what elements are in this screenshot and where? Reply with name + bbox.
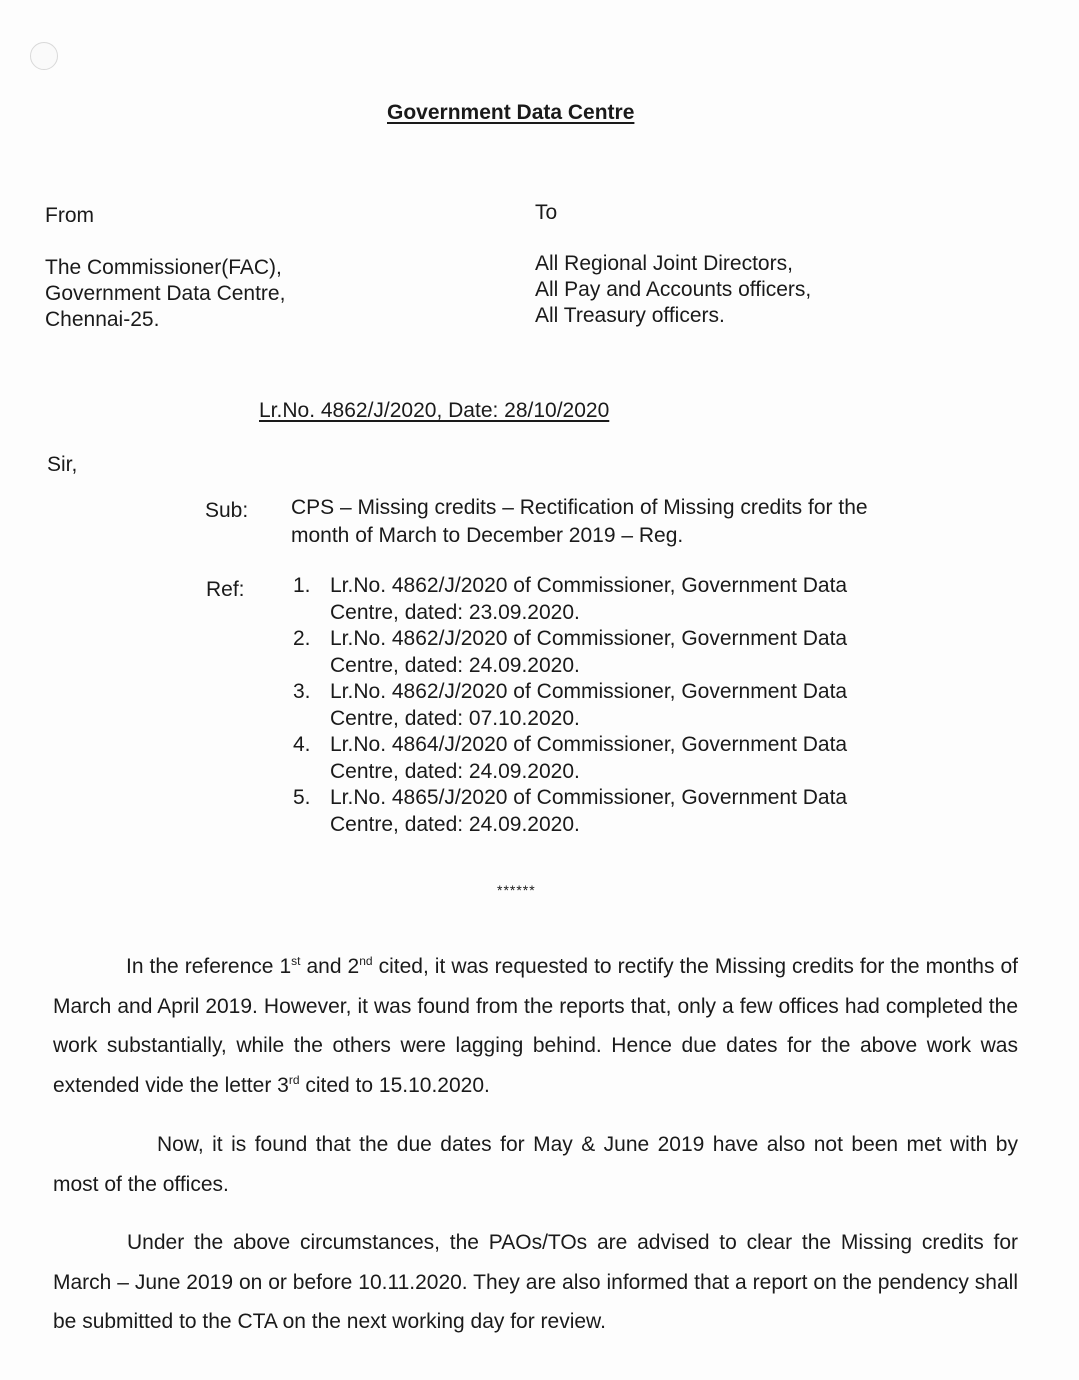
from-label: From [45,204,94,227]
reference-text: Lr.No. 4865/J/2020 of Commissioner, Government Data [330,786,848,809]
ordinal-suffix: st [291,954,301,968]
reference-text: Lr.No. 4862/J/2020 of Commissioner, Government Data [330,627,848,650]
recipient-line: All Treasury officers. [535,304,725,327]
body-paragraph-3: Under the above circumstances, the PAOs/TOs are advised to clear the Missing credits for March – June 2019 on or before 10.11.2020. They are also informed that a report on the pendency shall be submitted to the CTA on the next working day for review. [53,1231,1018,1333]
reference-number: 4. [293,733,311,756]
sender-line: The Commissioner(FAC), [45,256,282,279]
recipient-line: All Regional Joint Directors, [535,252,793,275]
subject-line: CPS – Missing credits – Rectification of Missing credits for the [291,496,868,519]
recipient-line: All Pay and Accounts officers, [535,278,812,301]
section-separator: ****** [497,882,536,898]
letter-reference-number: Lr.No. 4862/J/2020, Date: 28/10/2020 [259,399,610,422]
sender-line: Government Data Centre, [45,282,286,305]
reference-text: Centre, dated: 24.09.2020. [330,760,580,783]
reference-text: Centre, dated: 07.10.2020. [330,707,580,730]
recipient-address [535,251,811,329]
reference-item [293,678,847,731]
subject-line: month of March to December 2019 – Reg. [291,524,684,547]
subject-text [291,494,868,550]
reference-label: Ref: [206,578,245,601]
ordinal-suffix: rd [288,1072,300,1087]
reference-number: 1. [293,574,311,597]
punch-hole-mark [30,42,58,70]
reference-number: 3. [293,680,311,703]
to-label: To [535,201,558,224]
ordinal-suffix: nd [359,954,373,968]
reference-number: 5. [293,786,311,809]
reference-item [293,784,847,837]
reference-text: Centre, dated: 24.09.2020. [330,654,580,677]
sender-line: Chennai-25. [45,308,160,331]
reference-item [293,625,847,678]
subject-label: Sub: [205,499,249,522]
body-paragraph-1: In the reference 1st and 2nd cited, it was requested to rectify the Missing credits for the months of March and April 2019. However, it was found from the reports that, only a few offices had completed the work substantially, while the others were lagging behind. Hence due dates for the above work was extended vide the letter 3rd cited to 15.10.2020. [53,954,1018,1097]
reference-text: Lr.No. 4864/J/2020 of Commissioner, Government Data [330,733,848,756]
reference-text: Lr.No. 4862/J/2020 of Commissioner, Government Data [330,574,848,597]
body-paragraph-2: Now, it is found that the due dates for May & June 2019 have also not been met with by most of the offices. [53,1133,1018,1196]
reference-item [293,572,847,625]
document-title: Government Data Centre [387,101,635,124]
reference-text: Centre, dated: 24.09.2020. [330,813,580,836]
reference-item [293,731,847,784]
reference-list [293,572,847,837]
reference-text: Lr.No. 4862/J/2020 of Commissioner, Government Data [330,680,848,703]
reference-number: 2. [293,627,311,650]
sender-address [45,255,285,333]
salutation: Sir, [47,453,78,476]
reference-text: Centre, dated: 23.09.2020. [330,601,580,624]
